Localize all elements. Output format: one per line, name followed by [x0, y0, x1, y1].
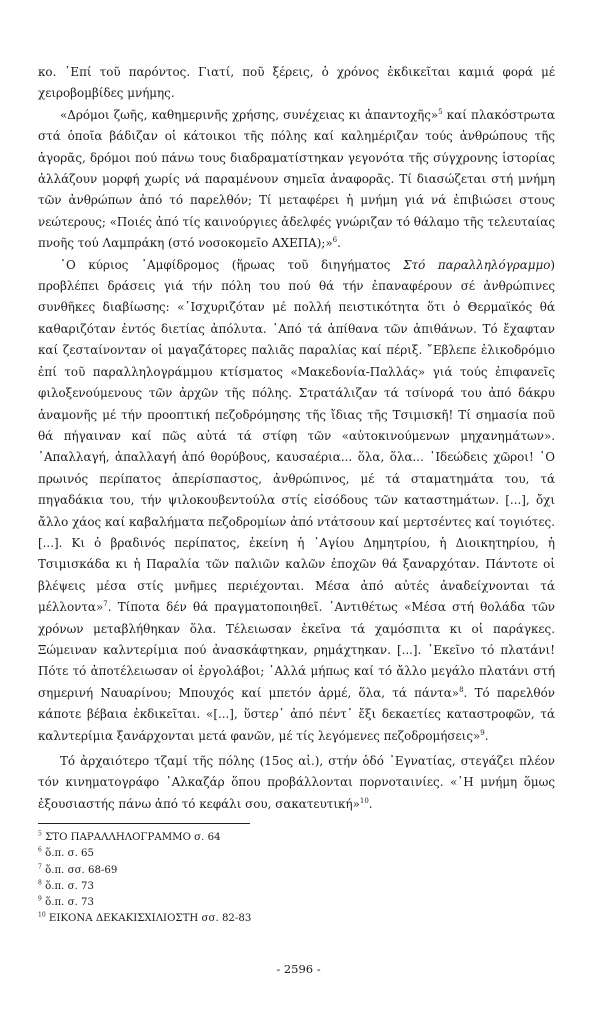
footnote-ref: 10	[359, 796, 369, 805]
paragraph-4	[38, 751, 555, 815]
paragraph-text: «Δρόμοι ζωῆς, καθημερινῆς χρήσης, συνέχειας κι ἀπαντοχῆς»	[60, 107, 439, 122]
paragraph-3	[38, 255, 555, 747]
paragraph-text: .	[337, 236, 341, 251]
footnote-divider	[38, 823, 250, 824]
footnote-text: ὅ.π. σ. 73	[45, 897, 95, 909]
footnote	[38, 846, 555, 862]
paragraph-text: κο. ᾿Επί τοῦ παρόντος. Γιατί, ποῦ ξέρεις, ὁ χρόνος ἐκδικεῖται καμιά φορά μέ χειροβομβίδες μνήμης.	[38, 65, 555, 101]
footnote-ref: 5	[438, 107, 443, 116]
footnote-ref: 8	[459, 685, 464, 694]
paragraph-text: ) προβλέπει δράσεις γιά τήν πόλη του πού θά τήν ἐπαναφέρουν σέ ἀνθρώπινες συνθῆκες διαβίωσης: «᾿Ισχυριζόταν μέ πολλή πειστικότητα ὅτι ὁ Θερμαϊκός θά καθαριζόταν ἐντός διετίας ἀπόλυτα. ᾿Από τά ἀπίθανα τῶν ἀπιθάνων. Τό ἔχαφταν καί ζεσταίνονταν οἱ μαγαζάτορες παλιᾶς παραλίας καί πέριξ. ῎Εβλεπε ἑλικοδρόμιο ἐπί τοῦ παραλληλογράμμου κτίσματος «Μακεδονία-Παλλάς» γιά τούς ἐπιφανεῖς φιλοξενούμενους τῶν ἀρχῶν τῆς πόλης. Στρατάλιζαν τά τσίνορά του ἀπό δάκρυ ἀναμονῆς μέ τήν προοπτική πεζοδρόμησης τῆς ἴδιας τῆς Τσιμισκῆ! Τί σημασία ποῦ θά πήγαιναν καί πῶς αὐτά τά στίφη τῶν «αὐτοκινούμενων μηχανημάτων». ᾿Απαλλαγή, ἀπαλλαγή ἀπό θορύβους, καυσαέρια... ὅλα, ὅλα... ᾿Ιδεώδεις χῶροι! ῾Ο πρωινός περίπατος ἀπερίσπαστος, ἀνθρώπινος, μέ τά σταματημάτα του, τά πηγαδάκια του, τήν ψιλοκουβεντούλα στίς εἰσόδους τῶν καταστημάτων. [...], ὄχι ἄλλο χάος καί καβαλήματα πεζοδρομίων ἀπό ντάτσουν καί μερτσέντες καί τογιότες. [...]. Κι ὁ βραδινός περίπατος, ἐκείνη ἡ ῾Αγίου Δημητρίου, ἡ Διοικητηρίου, ἡ Τσιμισκάδα κι ἡ Παραλία τῶν παλιῶν καλῶν ἐποχῶν θά ξαναρχόταν. Πάντοτε οἱ βλέψεις μέσα στίς μνῆμες περιέχονται. Μέσα ἀπό αὐτές ἀναδείχνονται τά μέλλοντα»	[38, 257, 555, 615]
footnote-number: 10	[38, 911, 46, 919]
footnote-number: 6	[38, 847, 42, 855]
paragraph-text: καί πλακόστρωτα στά ὁποῖα βάδιζαν οἱ κάτοικοι τῆς πόλης καί καλημέριζαν τούς ἀνθρώπους τῆς ἀγορᾶς, δρόμοι πού πάνω τους διαδραματίστηκαν γεγονότα τῆς σύγχρονης ἱστορίας ἀλλάζουν μορφή χωρίς νά παραμένουν σημεῖα ἀναφορᾶς. Τί διασώζεται στή μνήμη τῶν ἀνθρώπων ἀπό τό παρελθόν; Τί μεταφέρει ἡ μνήμη γιά νά ἐπιβιώσει στους νεώτερους; «Ποιές ἀπό τίς καινούργιες ἀδελφές γνώριζαν τό θάλαμο τῆς τελευταίας πνοῆς τού Λαμπράκη (στό νοσοκομεῖο ΑΧΕΠΑ);»	[38, 107, 555, 251]
footnote-text: ὅ.π. σσ. 68-69	[45, 864, 118, 876]
paragraph-1	[38, 62, 555, 105]
footnote	[38, 879, 555, 895]
footnote	[38, 911, 555, 927]
footnote-number: 5	[38, 830, 42, 838]
footnote-number: 8	[38, 879, 42, 887]
body-text	[38, 62, 555, 927]
footnote-text: ὅ.π. σ. 65	[45, 848, 95, 860]
footnote-number: 9	[38, 895, 42, 903]
footnote-ref: 7	[103, 600, 108, 609]
paragraph-text: ῾Ο κύριος ᾿Αμφίδρομος (ἥρωας τοῦ διηγήματος	[60, 257, 404, 272]
footnotes	[38, 830, 555, 927]
footnote-text: ὅ.π. σ. 73	[45, 880, 95, 892]
footnote-number: 7	[38, 863, 42, 871]
footnote-text: ΣΤΟ ΠΑΡΑΛΛΗΛΟΓΡΑΜΜΟ σ. 64	[45, 832, 221, 844]
paragraph-text: Τό ἀρχαιότερο τζαμί τῆς πόλης (15ος αἰ.), στήν ὁδό ᾿Εγνατίας, στεγάζει πλέον τόν κινηματογράφο ᾿Αλκαζάρ ὅπου προβάλλονται πορνοταινίες. «῾Η μνήμη ὅμως ἐξουσιαστής πάνω ἀπό τό κεφάλι σου, σακατευτική»	[38, 754, 555, 811]
footnote-ref: 6	[332, 236, 338, 245]
footnote-text: ΕΙΚΟΝΑ ΔΕΚΑΚΙΣΧΙΛΙΟΣΤΗ σσ. 82-83	[48, 913, 252, 925]
paragraph-text: .	[484, 728, 489, 743]
paragraph-text: . Τίποτα δέν θά πραγματοποιηθεῖ. ᾿Αντιθέτως «Μέσα στή θολάδα τῶν χρόνων μεταβλήθηκαν ὅλα. Τέλειωσαν ἐκεῖνα τά χαμόσπιτα κι οἱ παράγκες. Ξώμειναν καλντερίμια πού ἀνασκάφτηκαν, ρημάχτηκαν. [...]. ᾿Εκεῖνο τό πλατάνι! Πότε τό ἀποτέλειωσαν οἱ ἐργολάβοι; ᾿Αλλά μήπως καί τό ἄλλο μεγάλο πλατάνι στή σημερινή Ναυαρίνου; Μπουχός καί μπετόν ἀρμέ, ὅλα, τά πάντα»	[38, 600, 555, 700]
footnote-ref: 9	[480, 728, 485, 737]
story-title: Στό παραλληλόγραμμο	[403, 257, 551, 272]
footnote	[38, 863, 555, 879]
paragraph-2	[38, 105, 555, 255]
footnote	[38, 895, 555, 911]
page-number: - 2596 -	[276, 962, 321, 976]
paragraph-text: . Τό παρελθόν κάποτε βέβαια ἐκδικεῖται. «[...], ὕστερ᾿ ἀπό πέντ᾿ ἔξι δεκαετίες καταστροφῶν, τά καλντερίμια ξανάρχονται μετά φανῶν, μέ τίς λεγόμενες πεζοδρομήσεις»	[38, 685, 555, 743]
footnote	[38, 830, 555, 846]
paragraph-text: .	[368, 796, 373, 811]
